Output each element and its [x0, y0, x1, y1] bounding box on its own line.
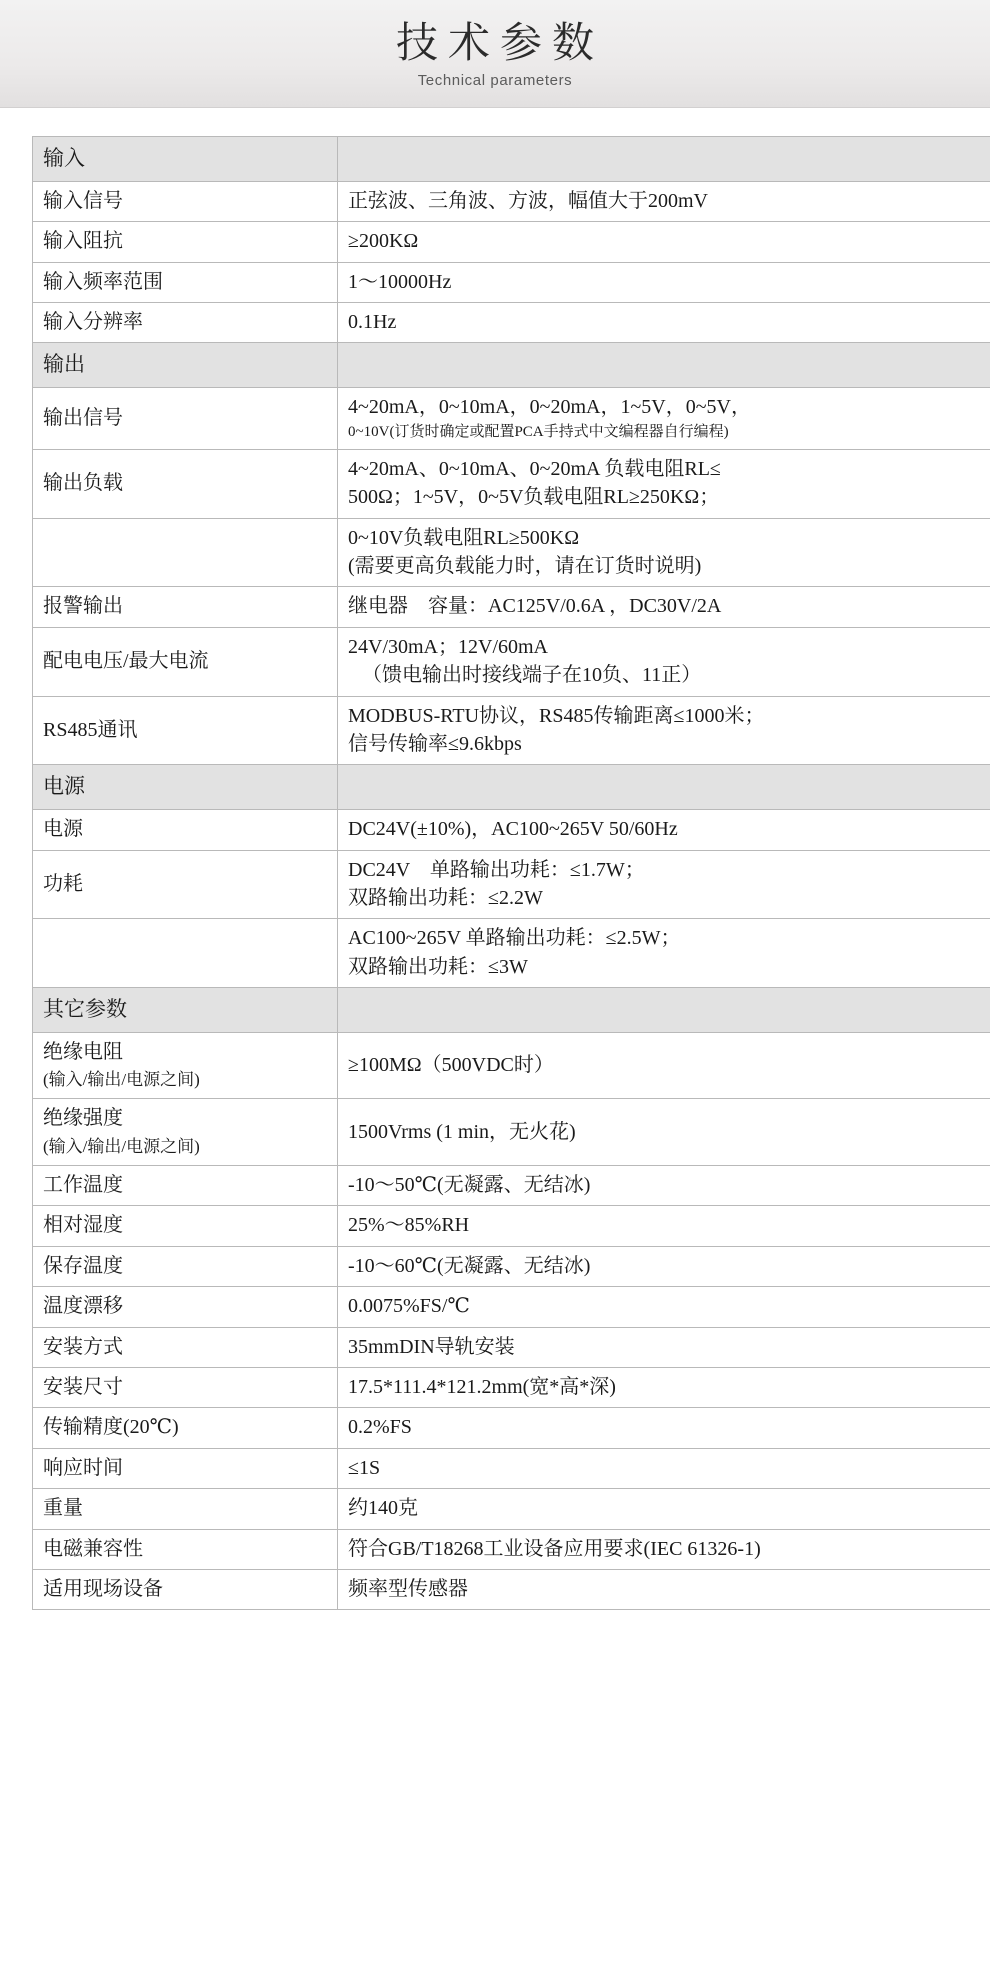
value-line-1: 4~20mA，0~10mA，0~20mA，1~5V，0~5V， [348, 396, 751, 419]
parameter-label: 重量 [33, 1489, 338, 1529]
value-line-2: (需要更高负载能力时，请在订货时说明) [348, 555, 702, 578]
table-row [33, 1448, 990, 1488]
table-row [33, 810, 990, 850]
parameter-label: 温度漂移 [33, 1287, 338, 1327]
parameter-value: ≥200KΩ [338, 222, 990, 262]
table-row [33, 1166, 990, 1206]
table-row [33, 1206, 990, 1246]
parameter-value [338, 518, 990, 587]
spec-table-wrapper [0, 108, 990, 1630]
value-line-1: AC100~265V 单路输出功耗：≤2.5W； [348, 927, 681, 950]
value-line-2: 信号传输率≤9.6kbps [348, 733, 522, 755]
value-line-1: 4~20mA、0~10mA、0~20mA 负载电阻RL≤ [348, 457, 721, 480]
parameter-value: 1～10000Hz [338, 262, 990, 302]
parameter-value: 0.2%FS [338, 1408, 990, 1448]
parameter-label: 适用现场设备 [33, 1569, 338, 1609]
parameter-label: 输入频率范围 [33, 262, 338, 302]
page-header [0, 0, 990, 108]
table-row [33, 587, 990, 627]
table-row [33, 222, 990, 262]
parameter-label: 响应时间 [33, 1448, 338, 1488]
parameter-value: 约140克 [338, 1489, 990, 1529]
section-row [33, 343, 990, 388]
technical-parameters-table [32, 136, 990, 1610]
parameter-label: 电磁兼容性 [33, 1529, 338, 1569]
parameter-label [33, 919, 338, 988]
parameter-value: 0.0075%FS/℃ [338, 1287, 990, 1327]
value-line-1: 24V/30mA；12V/60mA [348, 635, 548, 658]
parameter-value [338, 343, 990, 388]
table-row [33, 1489, 990, 1529]
parameter-label: 功耗 [33, 850, 338, 919]
value-line-1: DC24V 单路输出功耗：≤1.7W； [348, 858, 645, 881]
value-line-1: MODBUS-RTU协议，RS485传输距离≤1000米； [348, 704, 765, 727]
parameter-label: RS485通讯 [33, 696, 338, 765]
table-row [33, 1367, 990, 1407]
parameter-value: -10～60℃(无凝露、无结冰) [338, 1246, 990, 1286]
parameter-label: 输入信号 [33, 181, 338, 221]
value-line-2: 0~10V(订货时确定或配置PCA手持式中文编程器自行编程) [348, 423, 729, 440]
table-row [33, 1529, 990, 1569]
parameter-value [338, 765, 990, 810]
parameter-label [33, 1099, 338, 1166]
page-subtitle: Technical parameters [417, 72, 573, 90]
parameter-label: 传输精度(20℃) [33, 1408, 338, 1448]
table-row [33, 1099, 990, 1166]
parameter-value [338, 850, 990, 919]
parameter-label: 电源 [33, 765, 338, 810]
parameter-label: 保存温度 [33, 1246, 338, 1286]
table-row [33, 1032, 990, 1099]
parameter-label: 输入分辨率 [33, 302, 338, 342]
parameter-value: 35mmDIN导轨安装 [338, 1327, 990, 1367]
table-row [33, 1569, 990, 1609]
parameter-label: 输入 [33, 137, 338, 182]
table-row [33, 262, 990, 302]
parameter-label [33, 1032, 338, 1099]
parameter-label: 安装尺寸 [33, 1367, 338, 1407]
parameter-label [33, 518, 338, 587]
section-row [33, 765, 990, 810]
table-row [33, 1408, 990, 1448]
parameter-value: DC24V(±10%)，AC100~265V 50/60Hz [338, 810, 990, 850]
table-row [33, 1287, 990, 1327]
parameter-value: ≤1S [338, 1448, 990, 1488]
value-line-2: （馈电输出时接线端子在10负、11正） [362, 664, 702, 687]
parameter-label: 输入阻抗 [33, 222, 338, 262]
table-row [33, 518, 990, 587]
value-line-2: 500Ω；1~5V，0~5V负载电阻RL≥250KΩ； [348, 486, 720, 509]
table-row [33, 1246, 990, 1286]
parameter-value: -10～50℃(无凝露、无结冰) [338, 1166, 990, 1206]
table-row [33, 181, 990, 221]
parameter-value [338, 388, 990, 450]
section-row [33, 137, 990, 182]
table-row [33, 627, 990, 696]
parameter-value: ≥100MΩ（500VDC时） [338, 1032, 990, 1099]
value-line-2: 双路输出功耗：≤3W [348, 955, 528, 978]
parameter-value: 符合GB/T18268工业设备应用要求(IEC 61326-1) [338, 1529, 990, 1569]
parameter-label: 安装方式 [33, 1327, 338, 1367]
parameter-label-main: 绝缘电阻 [43, 1040, 123, 1063]
table-row [33, 1327, 990, 1367]
parameter-label: 输出负载 [33, 449, 338, 518]
table-row [33, 696, 990, 765]
parameter-value: 继电器 容量：AC125V/0.6A ，DC30V/2A [338, 587, 990, 627]
parameter-value [338, 696, 990, 765]
parameter-label-sub: (输入/输出/电源之间) [43, 1136, 200, 1156]
parameter-label-sub: (输入/输出/电源之间) [43, 1070, 200, 1090]
parameter-label: 电源 [33, 810, 338, 850]
parameter-label-main: 绝缘强度 [43, 1107, 123, 1130]
table-row [33, 302, 990, 342]
value-line-1: 0~10V负载电阻RL≥500KΩ [348, 526, 580, 549]
parameter-label: 相对湿度 [33, 1206, 338, 1246]
parameter-label: 配电电压/最大电流 [33, 627, 338, 696]
parameter-value: 频率型传感器 [338, 1569, 990, 1609]
parameter-label: 工作温度 [33, 1166, 338, 1206]
parameter-value [338, 449, 990, 518]
parameter-value: 17.5*111.4*121.2mm(宽*高*深) [338, 1367, 990, 1407]
parameter-value [338, 627, 990, 696]
parameter-label: 输出 [33, 343, 338, 388]
table-row [33, 919, 990, 988]
section-row [33, 988, 990, 1033]
parameter-value: 1500Vrms (1 min，无火花) [338, 1099, 990, 1166]
parameter-label: 报警输出 [33, 587, 338, 627]
parameter-label: 其它参数 [33, 988, 338, 1033]
parameter-label: 输出信号 [33, 388, 338, 450]
value-line-2: 双路输出功耗：≤2.2W [348, 886, 543, 909]
parameter-value: 0.1Hz [338, 302, 990, 342]
table-row [33, 449, 990, 518]
parameter-value [338, 919, 990, 988]
table-row [33, 388, 990, 450]
table-row [33, 850, 990, 919]
parameter-value [338, 988, 990, 1033]
parameter-value [338, 137, 990, 182]
page-title: 技术参数 [395, 20, 604, 67]
parameter-value: 25%～85%RH [338, 1206, 990, 1246]
parameter-value: 正弦波、三角波、方波，幅值大于200mV [338, 181, 990, 221]
